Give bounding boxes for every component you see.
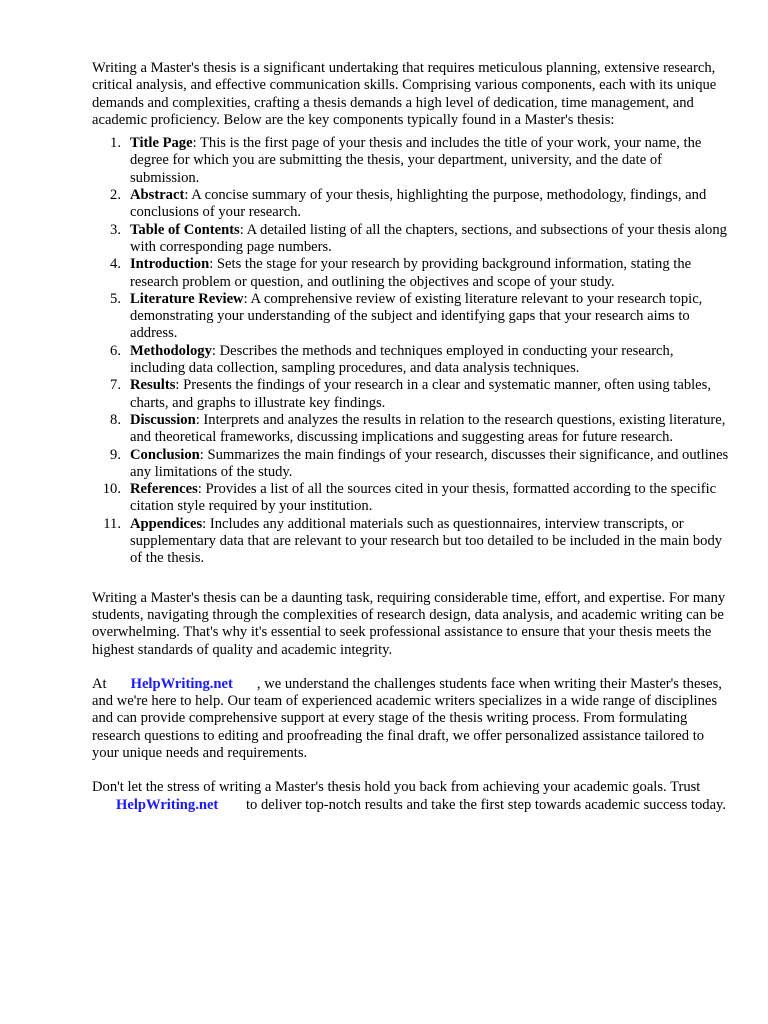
list-item bbox=[92, 343, 732, 378]
service-paragraph-lead: At bbox=[92, 675, 107, 692]
list-item-number: 10. bbox=[102, 481, 121, 498]
list-item-number: 7. bbox=[110, 377, 121, 394]
list-item-term: Title Page bbox=[130, 135, 193, 152]
helpwriting-link[interactable]: HelpWriting.net bbox=[130, 675, 233, 692]
service-paragraph-body: , we understand the challenges students face when writing their Master's theses, and we're here to help. Our team of experienced academic writers specializes in a wide range of disciplines and can provide comprehensive support at every stage of the thesis writing process. From formulating research questions to editing and proofreading the final draft, we offer personalized assistance tailored to your unique needs and requirements. bbox=[92, 675, 722, 761]
closing-paragraph-body: to deliver top-notch results and take the first step towards academic success today. bbox=[245, 796, 727, 813]
list-item-description: : Presents the findings of your research in a clear and systematic manner, often using tables, charts, and graphs to illustrate key findings. bbox=[130, 377, 711, 411]
list-item-description: : A detailed listing of all the chapters, sections, and subsections of your thesis along with corresponding page numbers. bbox=[130, 221, 727, 255]
list-item-description: : This is the first page of your thesis and includes the title of your work, your name, the degree for which you are submitting the thesis, your department, university, and the date of submission. bbox=[130, 135, 702, 186]
list-item bbox=[92, 291, 732, 343]
service-paragraph bbox=[92, 676, 732, 762]
list-item bbox=[92, 377, 732, 412]
document-page bbox=[92, 60, 732, 831]
list-item-term: Discussion bbox=[130, 411, 196, 428]
list-item bbox=[92, 256, 732, 291]
list-item bbox=[92, 135, 732, 187]
list-item-term: References bbox=[130, 481, 198, 498]
list-item-number: 11. bbox=[103, 515, 121, 532]
list-item-number: 9. bbox=[110, 446, 121, 463]
assistance-paragraph: Writing a Master's thesis can be a daunting task, requiring considerable time, effort, and expertise. For many students, navigating through the complexities of research design, data analysis, and academic writing can be overwhelming. That's why it's essential to seek professional assistance to ensure that your thesis meets the highest standards of quality and academic integrity. bbox=[92, 589, 726, 658]
helpwriting-link[interactable]: HelpWriting.net bbox=[116, 796, 219, 813]
list-item-number: 3. bbox=[110, 221, 121, 238]
list-item-description: : Summarizes the main findings of your research, discusses their significance, and outlines any limitations of the study. bbox=[130, 446, 729, 480]
list-item-description: : A comprehensive review of existing literature relevant to your research topic, demonstrating your understanding of the subject and identifying gaps that your research aims to address. bbox=[130, 290, 703, 342]
closing-paragraph bbox=[92, 779, 732, 814]
list-item bbox=[92, 187, 732, 222]
list-item-number: 6. bbox=[110, 342, 121, 359]
list-item-number: 1. bbox=[110, 135, 121, 152]
list-item-term: Methodology bbox=[130, 342, 212, 359]
list-item bbox=[92, 447, 732, 482]
list-item bbox=[92, 481, 732, 516]
list-item-description: : Describes the methods and techniques employed in conducting your research, including data collection, sampling procedures, and data analysis techniques. bbox=[130, 342, 674, 377]
intro-paragraph: Writing a Master's thesis is a significant undertaking that requires meticulous planning, extensive research, critical analysis, and effective communication skills. Comprising various components, each with its unique demands and complexities, crafting a thesis demands a high level of dedication, time management, and academic proficiency. Below are the key components typically found in a Master's thesis: bbox=[92, 60, 717, 128]
list-item-term: Conclusion bbox=[130, 446, 200, 463]
list-item-description: : Interprets and analyzes the results in relation to the research questions, existing literature, and theoretical frameworks, discussing implications and suggesting areas for future research. bbox=[130, 411, 726, 446]
list-item-description: : Sets the stage for your research by providing background information, stating the research problem or question, and outlining the objectives and scope of your study. bbox=[130, 256, 692, 290]
list-item-term: Results bbox=[130, 377, 176, 394]
list-item-term: Abstract bbox=[130, 187, 185, 204]
list-item bbox=[92, 222, 732, 257]
list-item bbox=[92, 516, 732, 568]
list-item bbox=[92, 412, 732, 447]
closing-paragraph-lead: Don't let the stress of writing a Master's thesis hold you back from achieving your academic goals. Trust bbox=[92, 779, 701, 796]
list-item-description: : Provides a list of all the sources cited in your thesis, formatted according to the specific citation style required by your institution. bbox=[130, 481, 717, 515]
list-item-term: Literature Review bbox=[130, 290, 244, 307]
list-item-number: 4. bbox=[110, 256, 121, 273]
list-item-term: Appendices bbox=[130, 515, 203, 532]
list-item-description: : Includes any additional materials such as questionnaires, interview transcripts, or supplementary data that are relevant to your research but too detailed to be included in the main body of the thesis. bbox=[130, 515, 723, 567]
list-item-number: 2. bbox=[110, 187, 121, 204]
list-item-term: Table of Contents bbox=[130, 221, 240, 238]
list-item-description: : A concise summary of your thesis, highlighting the purpose, methodology, findings, and conclusions of your research. bbox=[130, 187, 707, 221]
list-item-number: 8. bbox=[110, 411, 121, 428]
list-item-term: Introduction bbox=[130, 256, 210, 273]
components-list bbox=[92, 135, 732, 567]
list-item-number: 5. bbox=[110, 290, 121, 307]
